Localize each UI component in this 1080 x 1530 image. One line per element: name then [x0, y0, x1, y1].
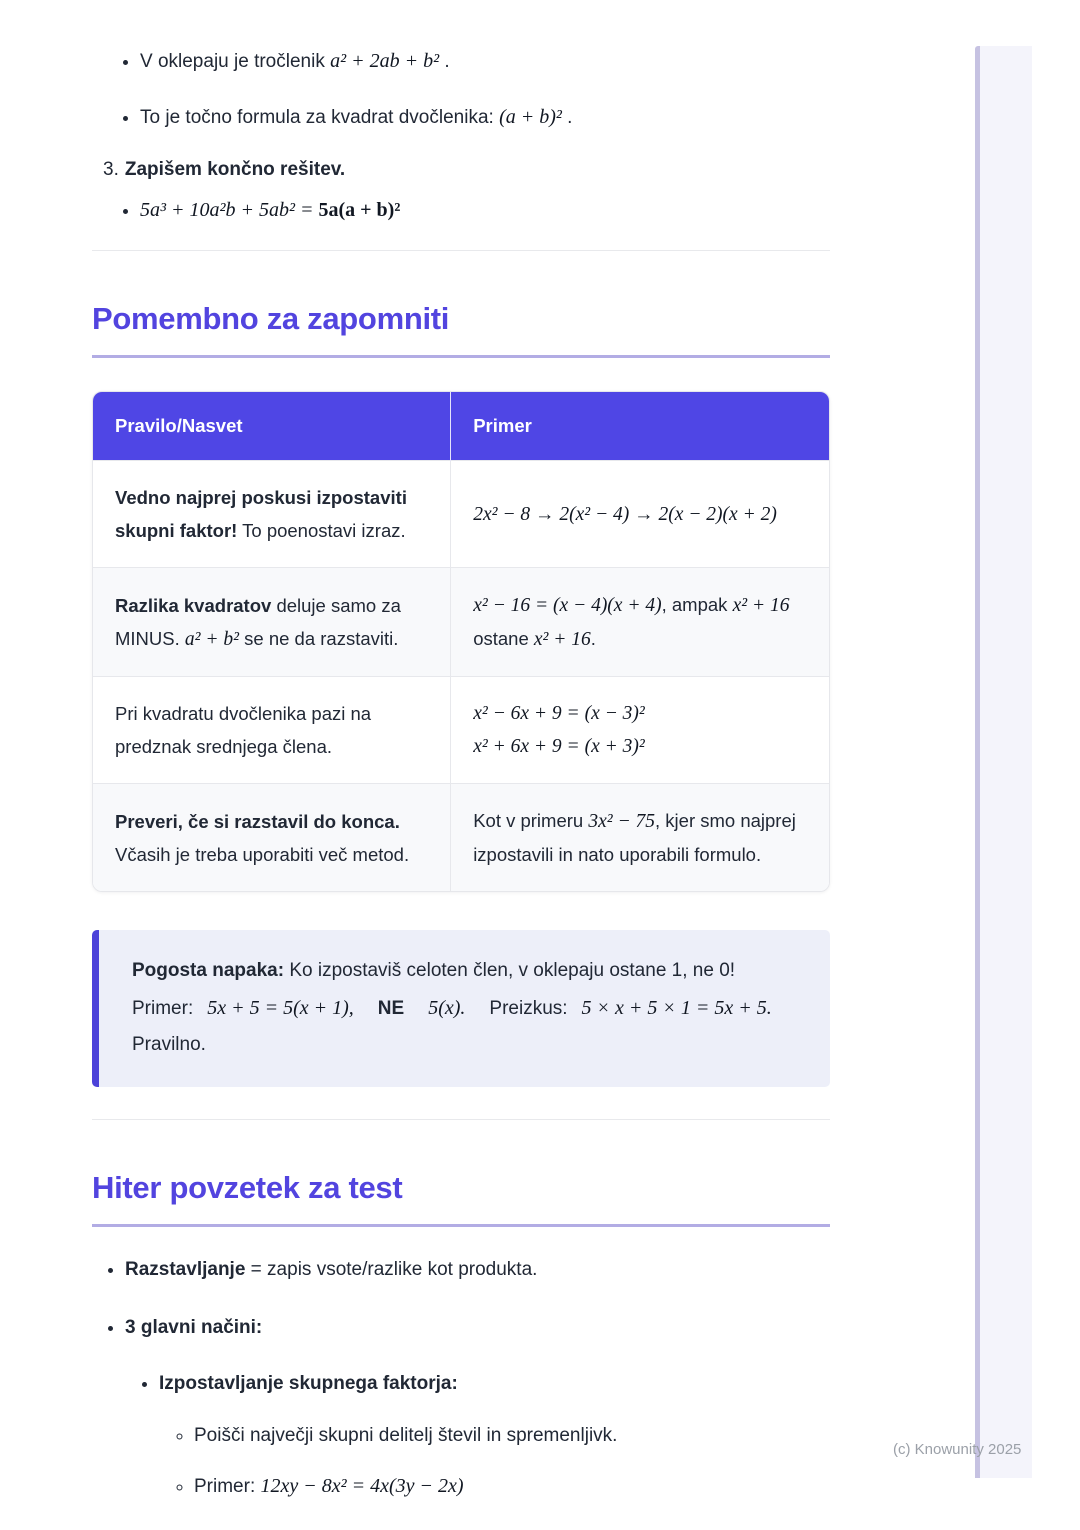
step-number: 3.: [103, 159, 119, 180]
math-expression: 12xy − 8x² = 4x(3y − 2x): [260, 1474, 464, 1497]
list-item: [125, 1313, 830, 1502]
rule-text: se ne da razstaviti.: [239, 627, 399, 649]
intro-bullet-list: [92, 46, 830, 133]
rule-text: deluje samo za MINUS.: [115, 594, 401, 649]
document-page: [92, 0, 830, 1530]
summary-bold-text: Izpostavljanje skupnega faktorja:: [159, 1372, 458, 1394]
callout-line: [132, 990, 802, 1028]
watermark-text: (c) Knowunity 2025: [893, 1441, 1022, 1458]
callout-line: [132, 1027, 802, 1064]
column-header-example: Primer: [451, 392, 829, 461]
rules-table: [92, 391, 830, 892]
math-expression: x² − 6x + 9 = (x − 3)²: [473, 703, 645, 724]
bullet-text: .: [439, 51, 450, 72]
math-expression: 5a³ + 10a²b + 5ab² =: [140, 199, 319, 221]
math-expression: x² + 6x + 9 = (x + 3)²: [473, 736, 645, 757]
rule-cell: [93, 677, 451, 784]
math-expression: 5 × x + 5 × 1 = 5x + 5.: [581, 996, 772, 1019]
rule-cell: [93, 568, 451, 677]
math-expression: 3x² − 75: [588, 811, 656, 832]
math-expression: (a + b)²: [499, 106, 562, 128]
summary-text: = zapis vsote/razlike kot produkta.: [245, 1258, 538, 1280]
bullet-text: To je točno formula za kvadrat dvočlenika:: [140, 107, 500, 128]
example-cell: [451, 784, 829, 892]
example-cell: [451, 677, 829, 784]
column-header-rule: Pravilo/Nasvet: [93, 392, 451, 461]
summary-bold-text: 3 glavni načini:: [125, 1316, 263, 1338]
callout-line: [132, 953, 802, 990]
callout-text: Pravilno.: [132, 1034, 206, 1055]
math-expression-bold: 5a(a + b)²: [318, 199, 401, 221]
list-item: [194, 1421, 830, 1451]
rule-bold-text: Preveri, če si razstavil do konca.: [115, 810, 400, 832]
rule-text: To poenostavi izraz.: [237, 520, 406, 541]
math-expression: 5(x).: [428, 996, 466, 1019]
numbered-step: [92, 157, 830, 226]
example-cell: [451, 568, 829, 677]
callout-label: Pogosta napaka:: [132, 960, 285, 981]
common-mistake-callout: [92, 930, 830, 1087]
section-heading-important: Pomembno za zapomniti: [92, 299, 830, 358]
table-row: [93, 461, 829, 568]
math-expression: x² − 16 = (x − 4)(x + 4): [473, 595, 662, 616]
summary-text: Poišči največji skupni delitelj števil in spremenljivk.: [194, 1424, 618, 1446]
rule-cell: [93, 461, 451, 568]
callout-ne-emphasis: NE: [377, 997, 405, 1019]
math-expression: a² + b²: [184, 628, 239, 650]
summary-bullet-list: [92, 1255, 830, 1502]
rule-text: Pri kvadratu dvočlenika pazi na predznak srednjega člena.: [115, 703, 372, 757]
summary-bold-text: Razstavljanje: [125, 1258, 246, 1280]
rule-cell: [93, 784, 451, 892]
math-expression: x² + 16: [732, 595, 790, 616]
callout-text: Primer:: [132, 997, 194, 1019]
table-row: [93, 677, 829, 784]
example-text: .: [590, 628, 596, 649]
example-text: ostane: [473, 628, 534, 649]
rule-bold-text: Vedno najprej poskusi izpostaviti skupni faktor!: [115, 487, 407, 541]
list-item: [194, 1471, 830, 1502]
callout-text: Preizkus:: [489, 997, 568, 1019]
summary-sub-sub-list: [159, 1421, 830, 1502]
table-row: [93, 568, 829, 677]
rule-text: Včasih je treba uporabiti več metod.: [115, 843, 410, 865]
math-expression: a² + 2ab + b²: [330, 50, 440, 72]
bullet-text: V oklepaju je tročlenik: [140, 51, 331, 72]
list-item: [140, 102, 830, 133]
summary-sub-list: [125, 1369, 830, 1502]
math-expression: 2x² − 8 → 2(x² − 4) → 2(x − 2)(x + 2): [473, 504, 777, 525]
math-expression: 5x + 5 = 5(x + 1),: [207, 996, 354, 1019]
math-expression: x² + 16: [533, 629, 591, 650]
bullet-text: .: [561, 107, 573, 128]
example-text: , ampak: [661, 594, 733, 615]
example-text: , kjer smo najprej izpostavili in nato uporabili formulo.: [473, 810, 796, 865]
example-text: Kot v primeru: [473, 810, 589, 831]
section-divider: [92, 1119, 830, 1120]
callout-text: Ko izpostaviš celoten člen, v oklepaju ostane 1, ne 0!: [284, 960, 736, 981]
step-title: Zapišem končno rešitev.: [124, 159, 346, 180]
table-header-row: [93, 392, 829, 461]
step-result-list: [103, 195, 830, 226]
table-row: [93, 784, 829, 892]
summary-text: Primer:: [194, 1475, 261, 1497]
example-cell: [451, 461, 829, 568]
list-item: [140, 46, 830, 77]
list-item: [159, 1369, 830, 1502]
page-edge-scroll-strip[interactable]: [975, 46, 1032, 1478]
section-divider: [92, 250, 830, 251]
rule-bold-text: Razlika kvadratov: [115, 594, 272, 616]
section-heading-summary: Hiter povzetek za test: [92, 1168, 830, 1227]
list-item: [125, 1255, 830, 1285]
list-item: [140, 195, 830, 226]
